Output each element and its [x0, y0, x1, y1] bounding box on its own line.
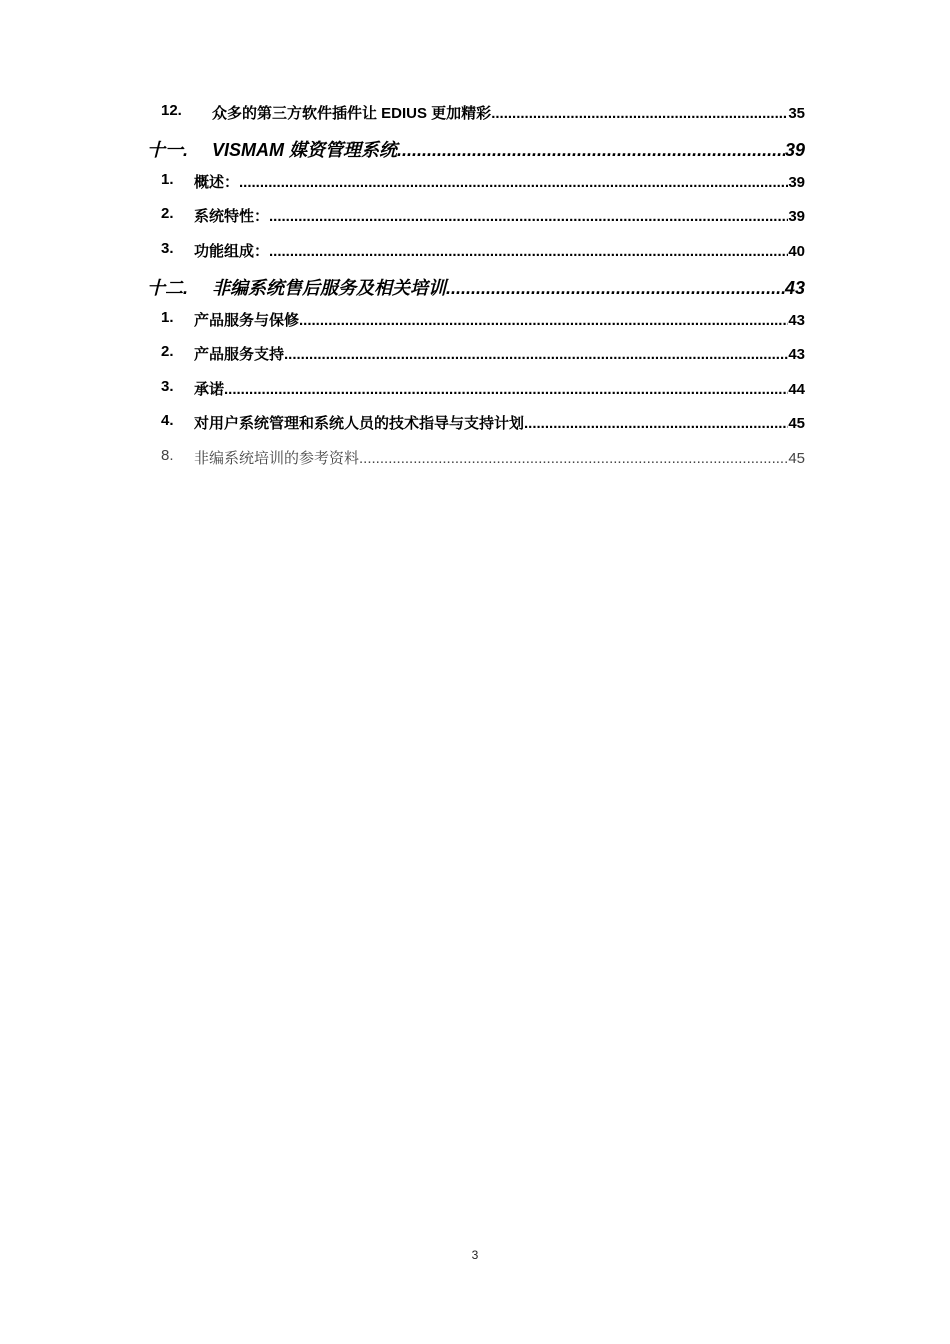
- toc-entry-title: 非编系统培训的参考资料: [194, 449, 360, 467]
- toc-chapter-title: VISMAM 媒资管理系统: [212, 140, 398, 160]
- toc-leader-dots: [239, 174, 788, 191]
- toc-entry[interactable]: [0, 309, 950, 343]
- toc-leader-dots: [269, 208, 788, 225]
- page-number: 3: [471, 1248, 479, 1262]
- toc-entry-title: 产品服务支持: [194, 346, 285, 363]
- toc-leader-dots: [446, 278, 785, 299]
- toc-leader-dots: [491, 105, 788, 122]
- toc-chapter-entry[interactable]: [0, 274, 950, 308]
- toc-entry-number: 1.: [161, 309, 174, 326]
- toc-entry-page: 44: [788, 381, 805, 398]
- toc-entry[interactable]: [0, 412, 950, 446]
- toc-leader-dots: [284, 346, 788, 363]
- toc-entry-page: 43: [788, 312, 805, 329]
- toc-entry-title: 产品服务与保修: [194, 312, 300, 329]
- toc-entry-page: 40: [788, 243, 805, 260]
- toc-entry-page: 45: [788, 450, 805, 467]
- toc-leader-dots: [397, 140, 785, 161]
- toc-entry[interactable]: [0, 240, 950, 274]
- toc-entry-number: 3.: [161, 378, 174, 395]
- toc-entry-title: 概述：: [194, 174, 240, 191]
- toc-leader-dots: [299, 312, 788, 329]
- toc-entry-page: 39: [788, 174, 805, 191]
- toc-entry-page: 45: [788, 415, 805, 432]
- toc-entry[interactable]: [0, 343, 950, 377]
- toc-entry-number: 4.: [161, 412, 174, 429]
- toc-leader-dots: [224, 381, 788, 398]
- toc-leader-dots: [269, 243, 788, 260]
- toc-entry-title: 众多的第三方软件插件让 EDIUS 更加精彩: [212, 105, 492, 122]
- toc-entry-page: 39: [788, 208, 805, 225]
- toc-leader-dots: [359, 450, 788, 467]
- toc-entry-title: 功能组成：: [194, 243, 270, 260]
- toc-entry-number: 2.: [161, 205, 174, 222]
- toc-entry-title: 系统特性：: [194, 208, 270, 225]
- toc-entry[interactable]: [0, 447, 950, 481]
- toc-entry-number: 1.: [161, 171, 174, 188]
- toc-chapter-number: 十一.: [147, 140, 189, 160]
- toc-entry-title: 对用户系统管理和系统人员的技术指导与支持计划: [194, 415, 525, 432]
- toc-entry-title: 承诺: [194, 381, 225, 398]
- toc-entry[interactable]: [0, 205, 950, 239]
- toc-chapter-page: 43: [784, 278, 805, 298]
- toc-entry-number: 8.: [161, 447, 174, 464]
- toc-chapter-title: 非编系统售后服务及相关培训: [212, 278, 446, 298]
- toc-chapter-entry[interactable]: [0, 136, 950, 170]
- toc-entry[interactable]: [0, 102, 950, 136]
- toc-entry-page: 43: [788, 346, 805, 363]
- toc-entry-page: 35: [788, 105, 805, 122]
- toc-entry-number: 3.: [161, 240, 174, 257]
- toc-entry[interactable]: [0, 171, 950, 205]
- toc-leader-dots: [524, 415, 788, 432]
- toc-entry-number: 12.: [161, 102, 182, 119]
- toc-chapter-page: 39: [784, 140, 805, 160]
- toc-chapter-number: 十二.: [147, 278, 189, 298]
- toc-entry[interactable]: [0, 378, 950, 412]
- toc-entry-number: 2.: [161, 343, 174, 360]
